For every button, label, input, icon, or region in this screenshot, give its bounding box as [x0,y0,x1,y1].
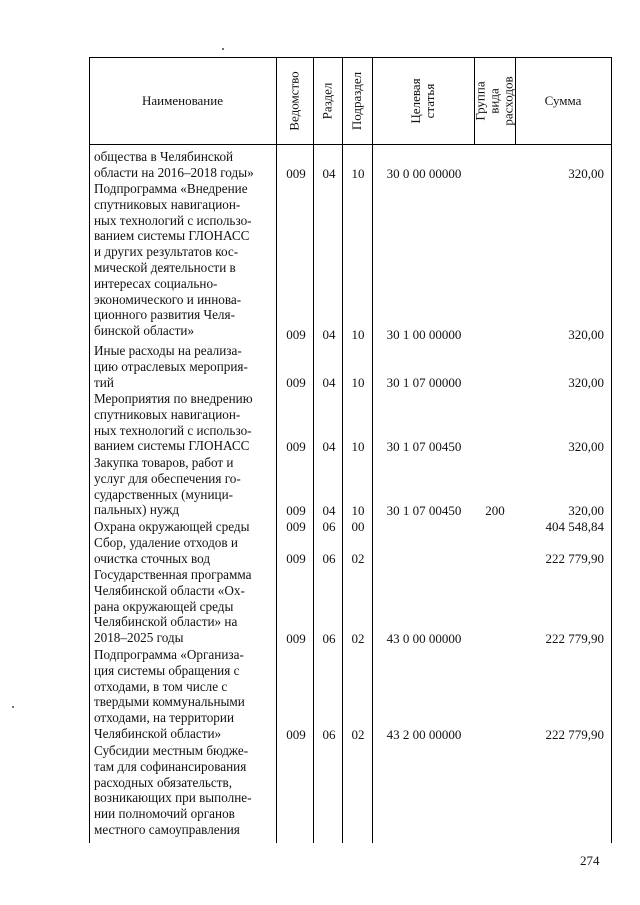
cell-razdel: 06 [322,551,336,566]
row-name-line: Сбор, удаление отходов и [94,535,238,550]
row-name-line: спутниковых навигацион- [94,406,241,422]
cell-celevaya: 30 0 00 00000 [386,166,462,181]
cell-podrazdel: 00 [351,519,365,534]
row-name-line: интересах социально- [94,275,218,291]
cell-podrazdel: 10 [351,375,365,390]
row-name-line: 2018–2025 годы [94,630,184,646]
header-name [89,57,276,145]
cell-razdel: 06 [322,519,336,534]
cell-summa: 404 548,84 [545,519,604,534]
header-razdel-label: Раздел [319,82,335,120]
cell-vedomstvo: 009 [286,503,306,518]
cell-razdel: 06 [322,727,336,742]
row-name-line: и других результатов кос- [94,244,239,260]
row-name-line: рана окружающей среды [94,598,234,614]
cell-celevaya: 43 0 00 00000 [386,631,462,646]
cell-vedomstvo: 009 [286,519,306,534]
cell-celevaya: 30 1 07 00450 [386,439,462,454]
cell-vedomstvo: 009 [286,727,306,742]
cell-vedomstvo: 009 [286,166,306,181]
cell-summa: 320,00 [568,439,604,454]
row-name-line: местного самоуправления [94,821,240,837]
row-name-line: возникающих при выполне- [94,790,252,806]
cell-summa: 320,00 [568,166,604,181]
header-summa-label: Сумма [544,93,582,108]
cell-razdel: 04 [322,439,336,454]
row-name [94,343,267,390]
row-name-line: Челябинской области» [94,725,222,741]
cell-podrazdel: 10 [351,439,365,454]
cell-razdel: 04 [322,166,336,181]
cell-podrazdel: 02 [351,631,365,646]
row-name-line: Мероприятия по внедрению [94,391,253,406]
cell-vedomstvo: 009 [286,551,306,566]
row-name-line: бинской области» [94,323,195,339]
cell-vedomstvo: 009 [286,631,306,646]
cell-vedomstvo: 009 [286,327,306,342]
row-name [94,647,267,742]
cell-razdel: 04 [322,375,336,390]
column-divider [89,57,90,843]
row-name-line: тий [94,374,114,390]
row-name-line: Государственная программа [94,567,252,582]
header-gruppa [474,57,515,145]
row-name-line: там для софинансирования [94,758,247,774]
row-name-line: Субсидии местным бюдже- [94,743,249,758]
cell-celevaya: 30 1 00 00000 [386,327,462,342]
header-celevaya-label: Целевая статья [408,78,437,124]
row-name-line: Подпрограмма «Внедрение [94,181,248,196]
row-name-line: отходами, на территории [94,710,235,726]
cell-summa: 320,00 [568,503,604,518]
header-vedomstvo [276,57,313,145]
cell-summa: 222 779,90 [545,727,604,742]
row-name-line: Подпрограмма «Организа- [94,647,244,662]
row-name-line: области на 2016–2018 годы» [94,164,254,180]
row-name [94,519,267,535]
row-name-line: нии полномочий органов [94,806,235,822]
header-vedomstvo-label: Ведомство [286,71,302,131]
cell-summa: 222 779,90 [545,631,604,646]
header-podrazdel-label: Подраздел [349,71,365,131]
cell-gruppa: 200 [485,503,505,518]
row-name-line: мической деятельности в [94,259,236,275]
header-podrazdel [342,57,372,145]
row-name-line: ванием системы ГЛОНАСС [94,228,250,244]
cell-vedomstvo: 009 [286,439,306,454]
row-name [94,743,267,838]
row-name-line: очистка сточных вод [94,550,211,566]
row-name [94,455,267,518]
column-divider [276,57,277,843]
row-name-line: Иные расходы на реализа- [94,343,242,358]
row-name-line: ных технологий с использо- [94,212,252,228]
cell-summa: 320,00 [568,327,604,342]
cell-podrazdel: 10 [351,327,365,342]
cell-celevaya: 30 1 07 00000 [386,375,462,390]
cell-summa: 320,00 [568,375,604,390]
cell-razdel: 04 [322,503,336,518]
column-divider [342,57,343,843]
header-summa [515,57,611,145]
row-name-line: Охрана окружающей среды [94,519,250,534]
cell-summa: 222 779,90 [545,551,604,566]
cell-podrazdel: 02 [351,727,365,742]
row-name-line: цию отраслевых мероприя- [94,358,248,374]
cell-razdel: 06 [322,631,336,646]
scan-speck [12,706,14,708]
row-name-line: услуг для обеспечения го- [94,470,241,486]
row-name-line: расходных обязательств, [94,774,233,790]
row-name-line: ционного развития Челя- [94,307,235,323]
row-name-line: пальных) нужд [94,502,180,518]
row-name-line: отходами, в том числе с [94,678,228,694]
column-divider [611,57,612,843]
cell-podrazdel: 10 [351,166,365,181]
row-name [94,149,267,181]
row-name-line: твердыми коммунальными [94,694,245,710]
row-name-line: Закупка товаров, работ и [94,455,234,470]
cell-vedomstvo: 009 [286,375,306,390]
header-razdel [313,57,342,145]
cell-celevaya: 43 2 00 00000 [386,727,462,742]
row-name-line: Челябинской области «Ох- [94,582,245,598]
scan-speck [222,48,224,50]
cell-podrazdel: 02 [351,551,365,566]
cell-podrazdel: 10 [351,503,365,518]
header-gruppa-label: Группа вида расходов [472,76,516,126]
row-name-line: экономического и иннова- [94,291,242,307]
row-name-line: спутниковых навигацион- [94,196,241,212]
row-name-line: сударственных (муници- [94,486,234,502]
header-celevaya [372,57,474,145]
cell-celevaya: 30 1 07 00450 [386,503,462,518]
column-divider [313,57,314,843]
row-name-line: ных технологий с использо- [94,422,252,438]
row-name [94,391,267,454]
row-name-line: ванием системы ГЛОНАСС [94,438,250,454]
row-name-line: общества в Челябинской [94,149,234,164]
cell-razdel: 04 [322,327,336,342]
row-name-line: Челябинской области» на [94,614,238,630]
row-name [94,567,267,646]
row-name [94,535,267,567]
row-name-line: ция системы обращения с [94,662,240,678]
row-name [94,181,267,339]
header-name-label: Наименование [142,93,223,108]
page-number: 274 [580,853,600,868]
column-divider [372,57,373,843]
